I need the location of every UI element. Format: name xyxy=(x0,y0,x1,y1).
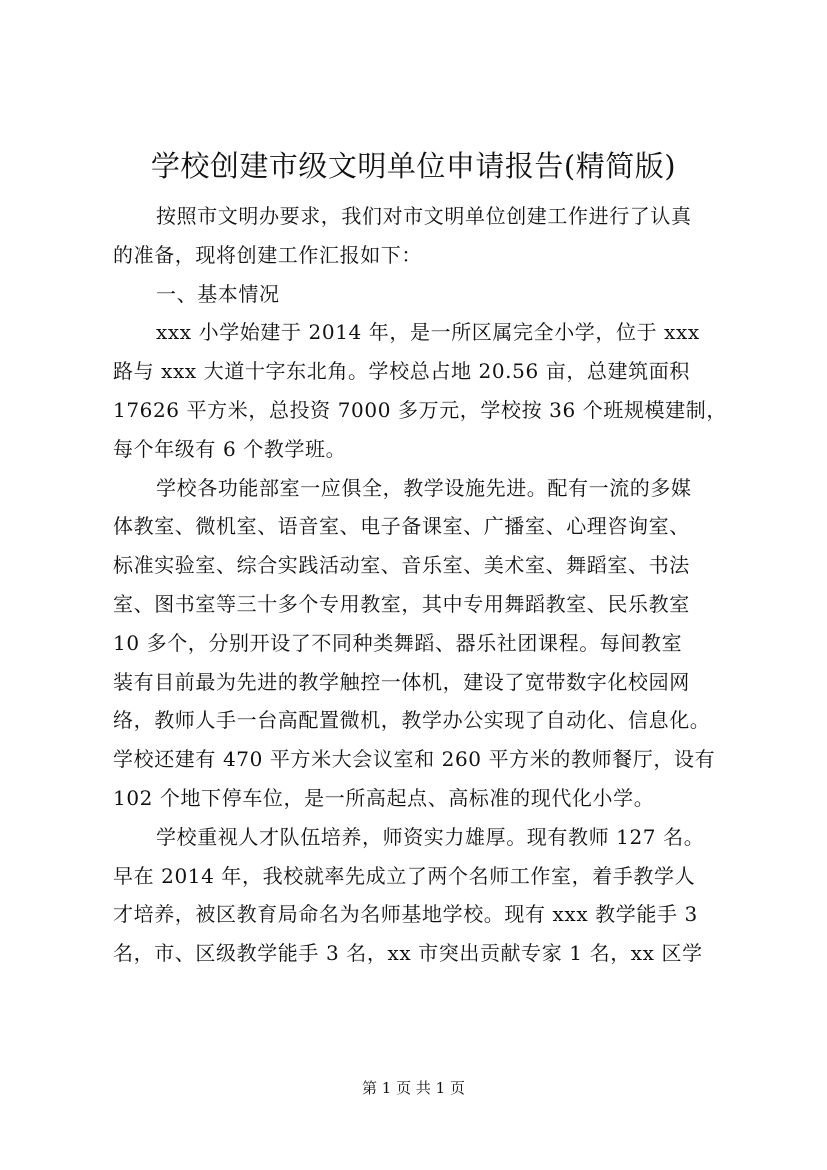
paragraph-line: 路与 xxx 大道十字东北角。学校总占地 20.56 亩，总建筑面积 xyxy=(113,359,690,384)
paragraph-line: 17626 平方米，总投资 7000 多万元，学校按 36 个班规模建制， xyxy=(113,397,727,422)
paragraph-line: 的准备，现将创建工作汇报如下： xyxy=(113,242,422,267)
paragraph-line: 络，教师人手一台高配置微机，教学办公实现了自动化、信息化。 xyxy=(113,708,711,733)
paragraph-line: 10 多个，分别开设了不同种类舞蹈、器乐社团课程。每间教室 xyxy=(113,630,683,655)
document-title: 学校创建市级文明单位申请报告(精简版) xyxy=(150,149,677,183)
section-heading: 一、基本情况 xyxy=(156,281,280,306)
paragraph-line: 学校重视人才队伍培养，师资实力雄厚。现有教师 127 名。 xyxy=(156,824,705,849)
paragraph-line: xxx 小学始建于 2014 年，是一所区属完全小学，位于 xxx xyxy=(156,320,700,345)
paragraph-line: 学校各功能部室一应俱全，教学设施先进。配有一流的多媒 xyxy=(156,475,692,500)
paragraph-line: 名，市、区级教学能手 3 名，xx 市突出贡献专家 1 名，xx 区学 xyxy=(113,941,703,966)
page-footer: 第 1 页 共 1 页 xyxy=(362,1079,465,1097)
paragraph-line: 早在 2014 年，我校就率先成立了两个名师工作室，着手教学人 xyxy=(113,863,696,888)
paragraph-line: 才培养，被区教育局命名为名师基地学校。现有 xxx 教学能手 3 xyxy=(113,902,698,927)
paragraph-line: 按照市文明办要求，我们对市文明单位创建工作进行了认真 xyxy=(156,204,692,228)
paragraph-line: 102 个地下停车位，是一所高起点、高标准的现代化小学。 xyxy=(113,785,655,810)
paragraph-line: 室、图书室等三十多个专用教室，其中专用舞蹈教室、民乐教室 xyxy=(113,591,690,616)
paragraph-line: 装有目前最为先进的教学触控一体机，建设了宽带数字化校园网 xyxy=(113,669,690,694)
paragraph-line: 标准实验室、综合实践活动室、音乐室、美术室、舞蹈室、书法 xyxy=(113,553,690,578)
paragraph-line: 学校还建有 470 平方米大会议室和 260 平方米的教师餐厅，设有 xyxy=(113,747,716,772)
paragraph-line: 体教室、微机室、语音室、电子备课室、广播室、心理咨询室、 xyxy=(113,514,690,539)
paragraph-line: 每个年级有 6 个教学班。 xyxy=(113,436,347,461)
document-body xyxy=(113,197,737,973)
